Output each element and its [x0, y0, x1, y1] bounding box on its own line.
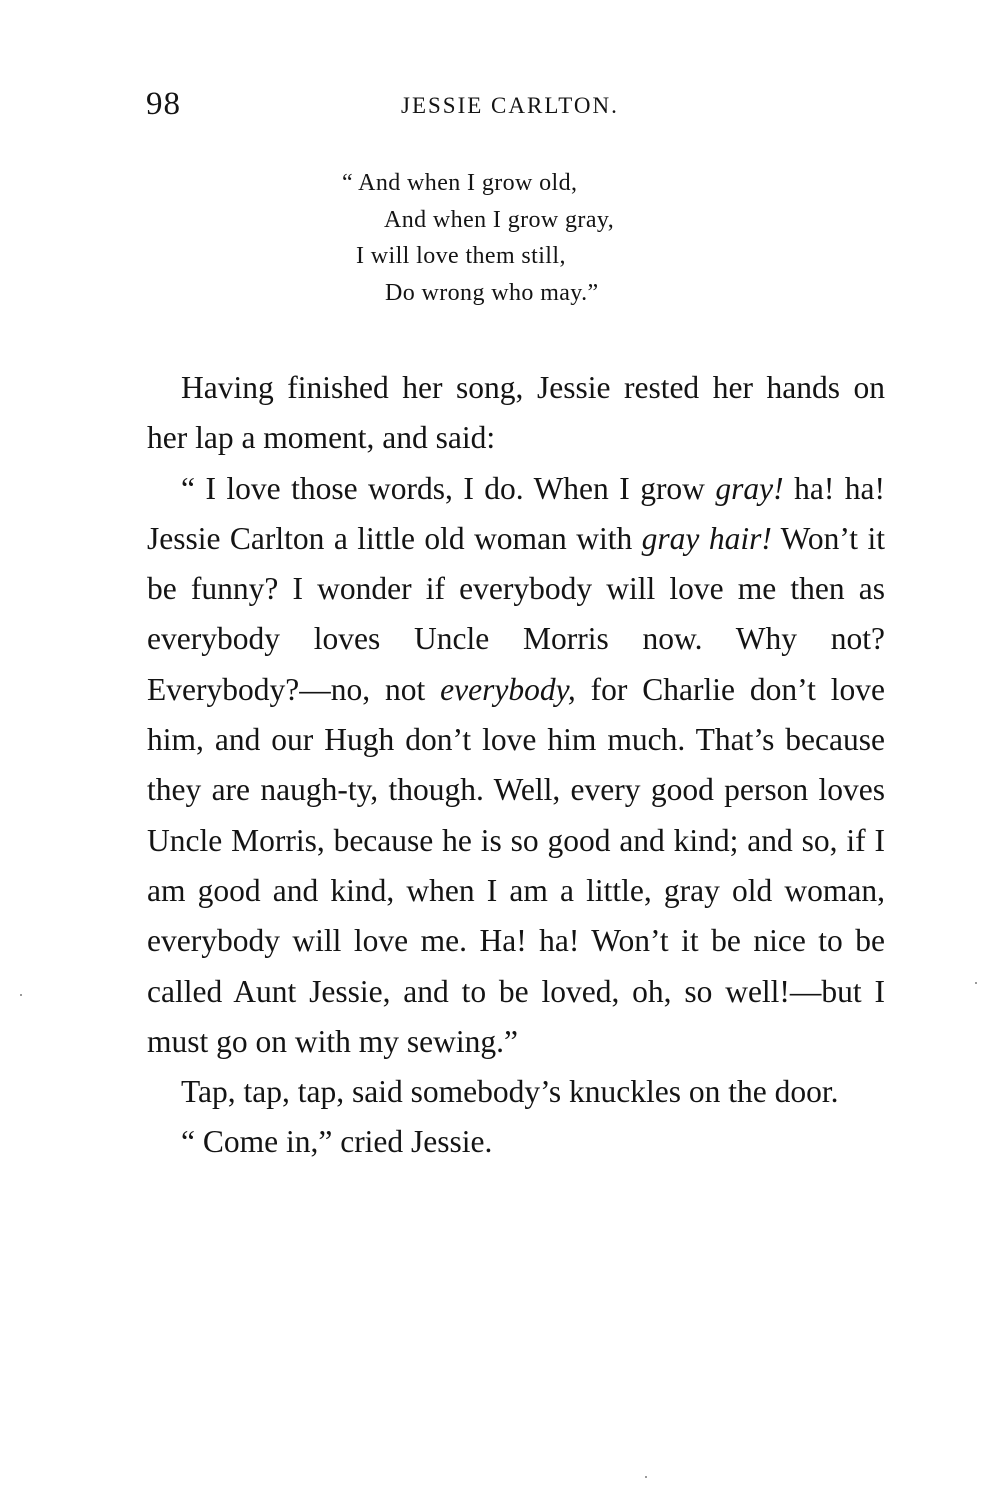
poem-line: I will love them still, [356, 243, 566, 269]
paragraph [147, 464, 885, 1068]
page-header [146, 84, 886, 130]
text-run: Having finished her song, Jessie rested her hands on her lap a moment, and said: [147, 370, 885, 456]
paper-speck [975, 982, 977, 984]
italic-emphasis: everybody, [440, 671, 576, 707]
text-run: “ I love those words, I do. When I grow [181, 470, 716, 506]
paragraph [147, 363, 885, 464]
text-run: for Charlie don’t love him, and our Hugh don’t love him much. That’s because they are naugh-ty, though. Well, every good person loves Uncle Morris, because he is so good and kind; and so, if I am good and kind, when I am a little, gray old woman, everybody will love me. Ha! ha! Won’t it be nice to be called Aunt Jessie, and to be loved, oh, so well!—but I must go on with my sewing.” [147, 671, 885, 1059]
paper-speck [20, 994, 22, 996]
italic-emphasis: gray! [715, 470, 784, 506]
text-run: Tap, tap, tap, said somebody’s knuckles on the door. [181, 1074, 839, 1110]
poem-line: “ And when I grow old, [342, 170, 578, 196]
paragraph [147, 1067, 885, 1117]
page-number: 98 [146, 86, 181, 122]
paper-speck [645, 1476, 647, 1478]
italic-emphasis: gray hair! [641, 520, 772, 556]
poem-line: Do wrong who may.” [385, 279, 599, 306]
body-text [147, 363, 885, 1168]
text-run: Won’t it be funny? I wonder if everybody will love me then as everybody loves Uncle Morris now. Why not? Everybody?—no, not [147, 520, 885, 707]
text-run: ha! ha! Jessie Carlton a little old woman with [147, 470, 885, 556]
text-run: “ Come in,” cried Jessie. [181, 1124, 493, 1160]
running-head: JESSIE CARLTON. [401, 93, 619, 118]
paragraph [147, 1117, 885, 1167]
poem-line: And when I grow gray, [384, 206, 615, 233]
